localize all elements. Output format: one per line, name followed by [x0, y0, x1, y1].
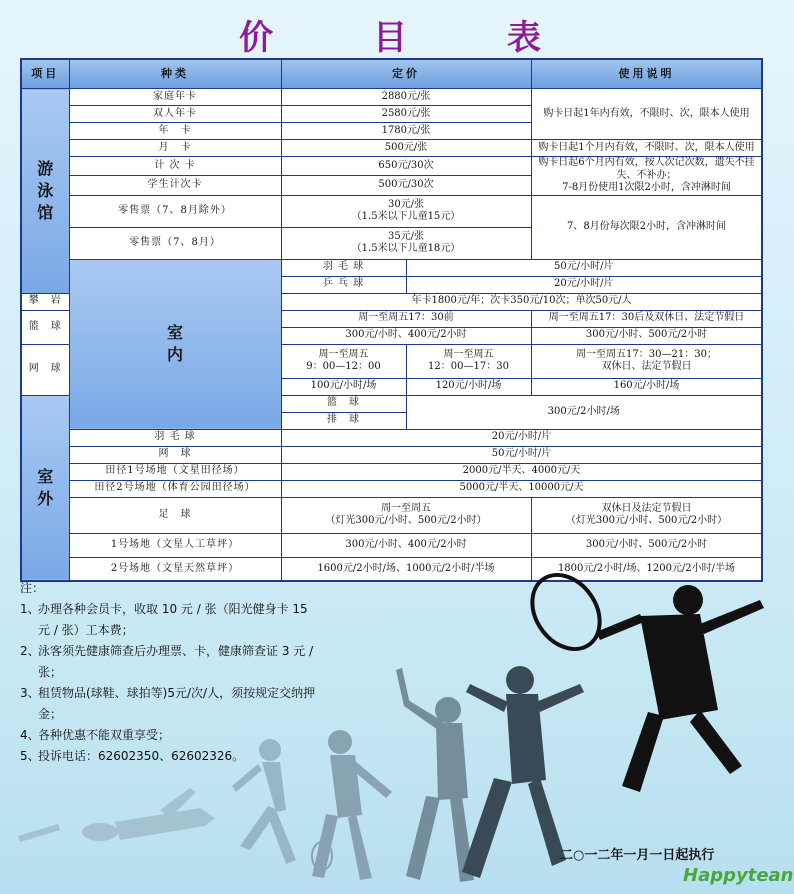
- usage-cell: 购卡日起1个月内有效，不限时、次，限本人使用: [531, 140, 762, 157]
- price-cell: 300元/小时、500元/2小时: [531, 533, 762, 557]
- brand-logo: Happytean: [683, 865, 794, 886]
- price-cell: 500元/30次: [281, 176, 531, 195]
- category-outdoor: 室 外: [21, 395, 69, 581]
- table-header-row: [21, 59, 762, 89]
- price-cell: 300元/2小时/场: [406, 395, 762, 429]
- kind-cell: 攀 岩: [21, 293, 69, 310]
- kind-cell: 网 球: [21, 344, 69, 395]
- price-cell: 1780元/张: [281, 123, 531, 140]
- table-row: [21, 140, 762, 157]
- price-cell: 20元/小时/片: [281, 429, 762, 446]
- price-cell: 300元/小时、400元/2小时: [281, 327, 531, 344]
- kind-cell: 羽 毛 球: [281, 259, 406, 276]
- price-cell: 2000元/半天、4000元/天: [281, 463, 762, 480]
- price-cell: 20元/小时/片: [406, 276, 762, 293]
- table-row: [21, 259, 762, 276]
- kind-cell: 年 卡: [69, 123, 281, 140]
- usage-cell: 购卡日起6个月内有效，按人次记次数，遗失不挂失、不补办； 7-8月份使用1次限2小时，含冲淋时间: [531, 157, 762, 196]
- kind-cell: 足 球: [69, 497, 281, 533]
- price-cell: 1600元/2小时/场、1000元/2小时/半场: [281, 557, 531, 581]
- price-cell: 周一至周五 9：00—12：00: [281, 344, 406, 378]
- table-row: [21, 429, 762, 446]
- note-item: 5、 投诉电话：62602350、62602326。: [20, 749, 245, 763]
- price-cell: 周一至周五17：30后及双休日、法定节假日: [531, 310, 762, 327]
- tennis-silhouette: [518, 562, 764, 792]
- price-cell: 年卡1800元/年；次卡350元/10次；单次50元/人: [281, 293, 762, 310]
- table-row: [21, 446, 762, 463]
- table-row: [21, 195, 762, 227]
- swimmer-silhouette: [18, 788, 215, 842]
- kind-cell: 计 次 卡: [69, 157, 281, 176]
- notes-heading: 注：: [20, 581, 45, 595]
- price-cell: 120元/小时/场: [406, 378, 531, 395]
- price-cell: 50元/小时/片: [281, 446, 762, 463]
- usage-cell: 7、8月份每次限2小时，含冲淋时间: [531, 195, 762, 259]
- kind-cell: 网 球: [69, 446, 281, 463]
- price-cell: 2580元/张: [281, 106, 531, 123]
- notes-section: [20, 578, 320, 767]
- price-cell: 160元/小时/场: [531, 378, 762, 395]
- header-item: 项目: [21, 59, 69, 89]
- price-cell: 周一至周五17：30前: [281, 310, 531, 327]
- kind-cell: 月 卡: [69, 140, 281, 157]
- table-row: [21, 480, 762, 497]
- price-cell: 周一至周五 （灯光300元/小时、500元/2小时）: [281, 497, 531, 533]
- price-cell: 双休日及法定节假日 （灯光300元/小时、500元/2小时）: [531, 497, 762, 533]
- usage-cell: 购卡日起1年内有效，不限时、次，限本人使用: [531, 89, 762, 140]
- note-item: 3、 租赁物品(球鞋、球拍等)5元/次/人，须按规定交纳押金；: [20, 686, 316, 721]
- table-row: [21, 533, 762, 557]
- kind-cell: 零售票（7、8月）: [69, 227, 281, 259]
- price-cell: 2880元/张: [281, 89, 531, 106]
- price-cell: 100元/小时/场: [281, 378, 406, 395]
- price-table: [20, 58, 763, 582]
- kind-cell: 篮 球: [281, 395, 406, 412]
- header-price: 定价: [281, 59, 531, 89]
- kind-cell: 田径2号场地（体育公园田径场）: [69, 480, 281, 497]
- price-cell: 1800元/2小时/场、1200元/2小时/半场: [531, 557, 762, 581]
- kind-cell: 篮 球: [21, 310, 69, 344]
- price-cell: 周一至周五 12：00—17：30: [406, 344, 531, 378]
- kind-cell: 1号场地（文星人工草坪）: [69, 533, 281, 557]
- header-kind: 种类: [69, 59, 281, 89]
- kind-cell: 零售票（7、8月除外）: [69, 195, 281, 227]
- table-row: [21, 157, 762, 176]
- price-cell: 30元/张 （1.5米以下儿童15元）: [281, 195, 531, 227]
- price-cell: 300元/小时、500元/2小时: [531, 327, 762, 344]
- kind-cell: 学生计次卡: [69, 176, 281, 195]
- page-title: 价 目 表: [239, 18, 585, 58]
- kind-cell: 排 球: [281, 412, 406, 429]
- price-cell: 周一至周五17：30—21：30； 双休日、法定节假日: [531, 344, 762, 378]
- price-cell: 35元/张 （1.5米以下儿童18元）: [281, 227, 531, 259]
- price-cell: 650元/30次: [281, 157, 531, 176]
- baseball-silhouette: [396, 668, 474, 882]
- kind-cell: 乒 乓 球: [281, 276, 406, 293]
- table-row: [21, 497, 762, 533]
- price-cell: 5000元/半天、10000元/天: [281, 480, 762, 497]
- kind-cell: 双人年卡: [69, 106, 281, 123]
- kind-cell: 羽 毛 球: [69, 429, 281, 446]
- badminton-silhouette: [312, 730, 392, 880]
- category-swim: 游 泳 馆: [21, 89, 69, 294]
- table-row: [21, 463, 762, 480]
- price-cell: 500元/张: [281, 140, 531, 157]
- kind-cell: 田径1号场地（文星田径场）: [69, 463, 281, 480]
- effective-date: 二○一二年一月一日起执行: [560, 848, 715, 863]
- price-cell: 50元/小时/片: [406, 259, 762, 276]
- kind-cell: 家庭年卡: [69, 89, 281, 106]
- header-usage: 使用说明: [531, 59, 762, 89]
- note-item: 2、 泳客须先健康筛查后办理票、卡，健康筛查证 3 元 / 张；: [20, 644, 314, 679]
- note-item: 1、 办理各种会员卡，收取 10 元 / 张（阳光健身卡 15 元 / 张）工本费；: [20, 602, 308, 637]
- note-item: 4、 各种优惠不能双重享受；: [20, 728, 171, 742]
- kind-cell: 2号场地（文星天然草坪）: [69, 557, 281, 581]
- category-indoor: 室 内: [69, 259, 281, 429]
- price-cell: 300元/小时、400元/2小时: [281, 533, 531, 557]
- table-row: [21, 89, 762, 106]
